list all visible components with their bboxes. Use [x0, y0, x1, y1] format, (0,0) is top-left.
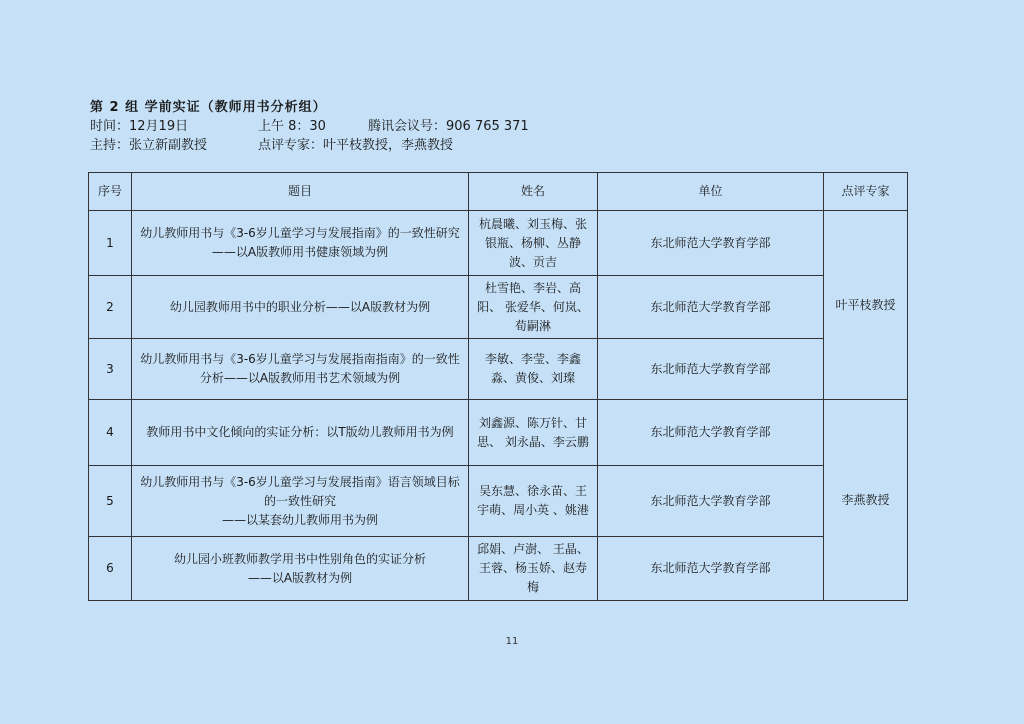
row-topic-main: 幼儿园小班教师教学用书中性别角色的实证分析	[173, 551, 426, 566]
table-row	[89, 276, 908, 339]
row-names: 李敏、李莹、李鑫淼、黄俊、刘璨	[469, 339, 598, 400]
header-names: 姓名	[469, 173, 598, 211]
table-header-row	[89, 173, 908, 211]
row-topic: 幼儿教师用书与《3-6岁儿童学习与发展指南》的一致性研究——以A版教师用书健康领域为例	[132, 211, 469, 276]
row-names: 刘鑫源、陈万针、甘思、 刘永晶、李云鹏	[469, 400, 598, 466]
row-reviewer-group2: 李燕教授	[824, 400, 908, 601]
row-names: 杜雪艳、李岩、高阳、 张爱华、何岚、荀嗣淋	[469, 276, 598, 339]
row-unit: 东北师范大学教育学部	[598, 276, 824, 339]
header-no: 序号	[89, 173, 132, 211]
row-names: 吴东慧、徐永苗、王宇萌、周小英 、姚港	[469, 466, 598, 537]
row-no: 4	[89, 400, 132, 466]
group-title: 第 2 组 学前实证（教师用书分析组）	[90, 100, 327, 115]
row-names: 杭晨曦、刘玉梅、张银瓶、杨柳、丛静波、贡吉	[469, 211, 598, 276]
row-names: 邱娟、卢澍、 王晶、王蓉、杨玉娇、赵寿梅	[469, 537, 598, 601]
host-line	[90, 136, 529, 155]
row-no: 6	[89, 537, 132, 601]
row-topic	[132, 537, 469, 601]
schedule-table	[88, 172, 908, 601]
schedule-line	[90, 117, 529, 136]
session-time: 上午 8：30	[258, 119, 326, 134]
row-topic: 教师用书中文化倾向的实证分析：以T版幼儿教师用书为例	[132, 400, 469, 466]
header-topic: 题目	[132, 173, 469, 211]
row-unit: 东北师范大学教育学部	[598, 537, 824, 601]
group-header	[90, 98, 529, 155]
table-row	[89, 211, 908, 276]
row-unit: 东北师范大学教育学部	[598, 400, 824, 466]
row-topic: 幼儿园教师用书中的职业分析——以A版教材为例	[132, 276, 469, 339]
header-unit: 单位	[598, 173, 824, 211]
header-reviewer: 点评专家	[824, 173, 908, 211]
row-topic-sub: ——以A版教材为例	[247, 570, 353, 585]
row-unit: 东北师范大学教育学部	[598, 466, 824, 537]
row-topic: 幼儿教师用书与《3-6岁儿童学习与发展指南指南》的一致性分析——以A版教师用书艺术领域为例	[132, 339, 469, 400]
row-reviewer-group1: 叶平枝教授	[824, 211, 908, 400]
table-row	[89, 537, 908, 601]
row-no: 1	[89, 211, 132, 276]
row-topic-sub: ——以某套幼儿教师用书为例	[221, 512, 378, 527]
page-number: 11	[505, 636, 519, 647]
row-unit: 东北师范大学教育学部	[598, 339, 824, 400]
table-row	[89, 339, 908, 400]
row-no: 2	[89, 276, 132, 339]
row-unit: 东北师范大学教育学部	[598, 211, 824, 276]
row-topic	[132, 466, 469, 537]
meeting-id: 腾讯会议号：906 765 371	[368, 119, 529, 134]
table-row	[89, 466, 908, 537]
table-row	[89, 400, 908, 466]
row-no: 3	[89, 339, 132, 400]
host-name: 主持：张立新副教授	[90, 138, 208, 153]
row-no: 5	[89, 466, 132, 537]
session-date: 时间：12月19日	[90, 119, 189, 134]
reviewers-text: 点评专家：叶平枝教授，李燕教授	[258, 138, 454, 153]
row-topic-main: 幼儿教师用书与《3-6岁儿童学习与发展指南》语言领域目标的一致性研究	[140, 474, 460, 508]
